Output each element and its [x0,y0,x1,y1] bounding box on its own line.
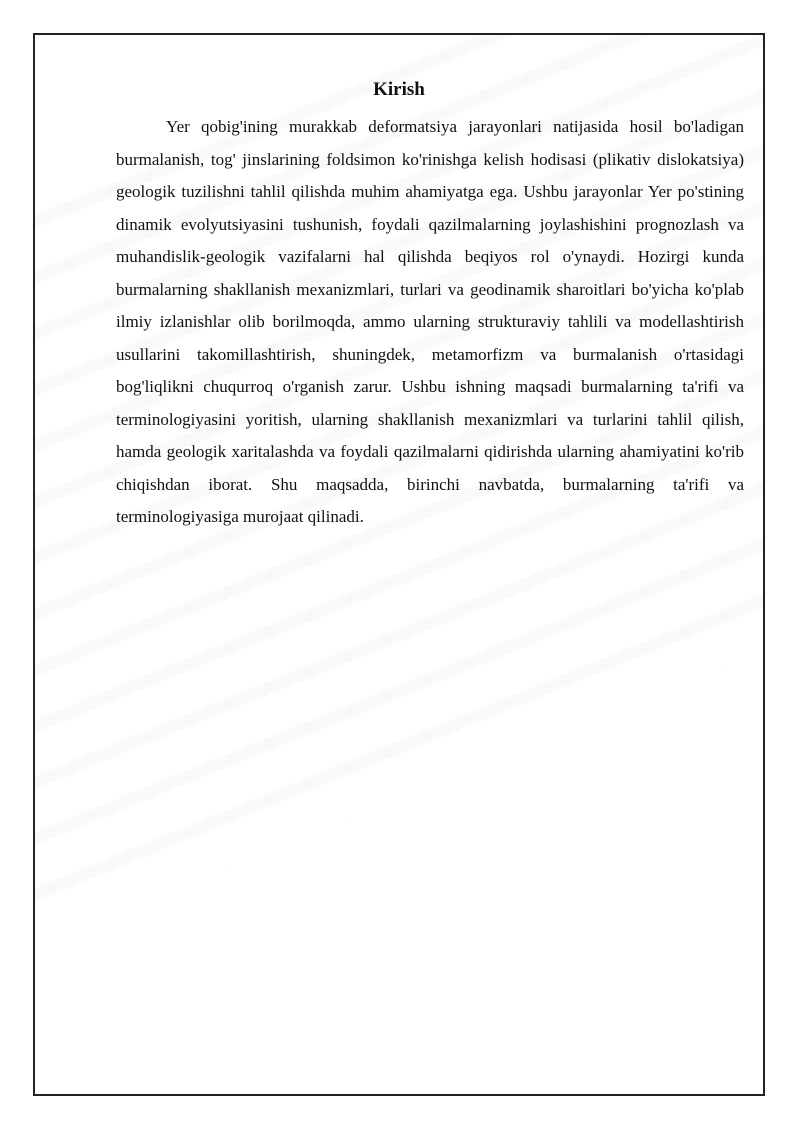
page-frame [33,33,765,1096]
page-title: Kirish [373,79,425,100]
body-paragraph: Yer qobig'ining murakkab deformatsiya jarayonlari natijasida hosil bo'ladigan burmalanish, tog' jinslarining foldsimon ko'rinishga kelish hodisasi (plikativ dislokatsiya) geologik tuzilishni tahlil qilishda muhim ahamiyatga ega. Ushbu jarayonlar Yer po'stining dinamik evolyutsiyasini tushunish, foydali qazilmalarning joylashishini prognozlash va muhandislik-geologik vazifalarni hal qilishda beqiyos rol o'ynaydi. Hozirgi kunda burmalarning shakllanish mexanizmlari, turlari va geodinamik sharoitlari bo'yicha ko'plab ilmiy izlanishlar olib borilmoqda, ammo ularning strukturaviy tahlili va modellashtirish usullarini takomillashtirish, shuningdek, metamorfizm va burmalanish o'rtasidagi bog'liqlikni chuqurroq o'rganish zarur. Ushbu ishning maqsadi burmalarning ta'rifi va terminologiyasini yoritish, ularning shakllanish mexanizmlari va turlarini tahlil qilish, hamda geologik xaritalashda va foydali qazilmalarni qidirishda ularning ahamiyatini ko'rib chiqishdan iborat. Shu maqsadda, birinchi navbatda, burmalarning ta'rifi va terminologiyasiga murojaat qilinadi. [116,117,744,526]
